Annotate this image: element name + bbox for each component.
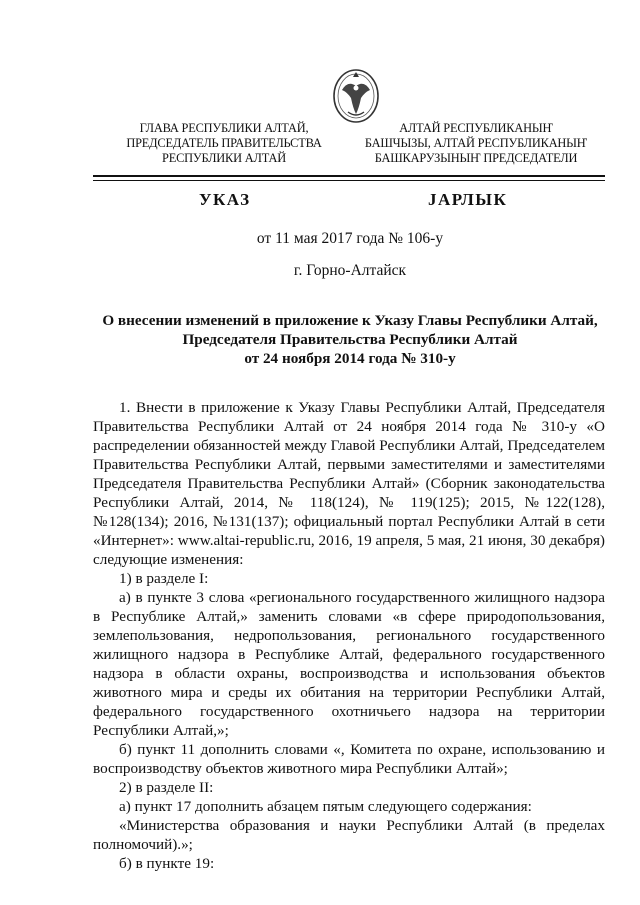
document-title xyxy=(88,311,612,368)
body-paragraph: «Министерства образования и науки Республики Алтай (в пределах полномочий).»; xyxy=(93,817,605,853)
issuer-line: ГЛАВА РЕСПУБЛИКИ АЛТАЙ, xyxy=(139,121,309,135)
title-line: О внесении изменений в приложение к Указу Главы Республики Алтай, xyxy=(102,312,598,329)
document-city: г. Горно-Алтайск xyxy=(293,262,407,279)
issuer-line: БАШКАРУЗЫНЫҤ ПРЕДСЕДАТЕЛИ xyxy=(374,151,578,165)
issuer-line: ПРЕДСЕДАТЕЛЬ ПРАВИТЕЛЬСТВА xyxy=(126,136,322,150)
title-line: Председателя Правительства Республики Алтай xyxy=(182,331,518,348)
body-paragraph: а) в пункте 3 слова «регионального государственного жилищного надзора в Республике Алтай,» заменить словами «в сфере природопользования, землепользования, недропользования, регионального государственного жилищного надзора в Республике Алтай, федерального государственного надзора в области охраны, воспроизводства и использования объектов животного мира и среды их обитания на территории Республики Алтай, федерального государственного охотничьего надзора на территории Республики Алтай,»; xyxy=(93,589,605,739)
issuer-line: АЛТАЙ РЕСПУБЛИКАНЫҤ xyxy=(399,121,553,135)
header-divider-thin xyxy=(93,180,605,181)
body-paragraph: б) в пункте 19: xyxy=(119,855,215,872)
issuer-title-russian xyxy=(104,121,344,166)
body-paragraph: б) пункт 11 дополнить словами «, Комитета по охране, использованию и воспроизводству объектов животного мира Республики Алтай»; xyxy=(93,741,605,777)
title-line: от 24 ноября 2014 года № 310-у xyxy=(244,350,456,367)
issuer-title-altai xyxy=(358,121,594,166)
body-paragraph: 1. Внести в приложение к Указу Главы Республики Алтай, Председателя Правительства Республики Алтай от 24 ноября 2014 года № 310-у «О распределении обязанностей между Главой Республики Алтай, Председателем Правительства Республики Алтай, первыми заместителями и заместителями Председателя Правительства Республики Алтай» (Сборник законодательства Республики Алтай, 2014, № 118(124), № 119(125); 2015, №122(128), №128(134); 2016, №131(137); официальный портал Республики Алтай в сети «Интернет»: www.altai-republic.ru, 2016, 19 апреля, 5 мая, 21 июня, 30 декабря) следующие изменения: xyxy=(93,399,605,568)
body-paragraph: 1) в разделе I: xyxy=(119,570,209,587)
body-paragraph: 2) в разделе II: xyxy=(119,779,214,796)
body-paragraph: а) пункт 17 дополнить абзацем пятым следующего содержания: xyxy=(119,798,532,815)
document-date: от 11 мая 2017 года № 106-у xyxy=(256,230,444,247)
doc-type-russian: УКАЗ xyxy=(199,190,251,209)
doc-type-altai: JАРЛЫК xyxy=(428,190,508,209)
issuer-line: БАШЧЫЗЫ, АЛТАЙ РЕСПУБЛИКАНЫҤ xyxy=(364,136,588,150)
issuer-line: РЕСПУБЛИКИ АЛТАЙ xyxy=(162,151,286,165)
coat-of-arms-emblem xyxy=(330,64,382,126)
document-body xyxy=(93,398,605,873)
header-divider xyxy=(93,175,605,177)
